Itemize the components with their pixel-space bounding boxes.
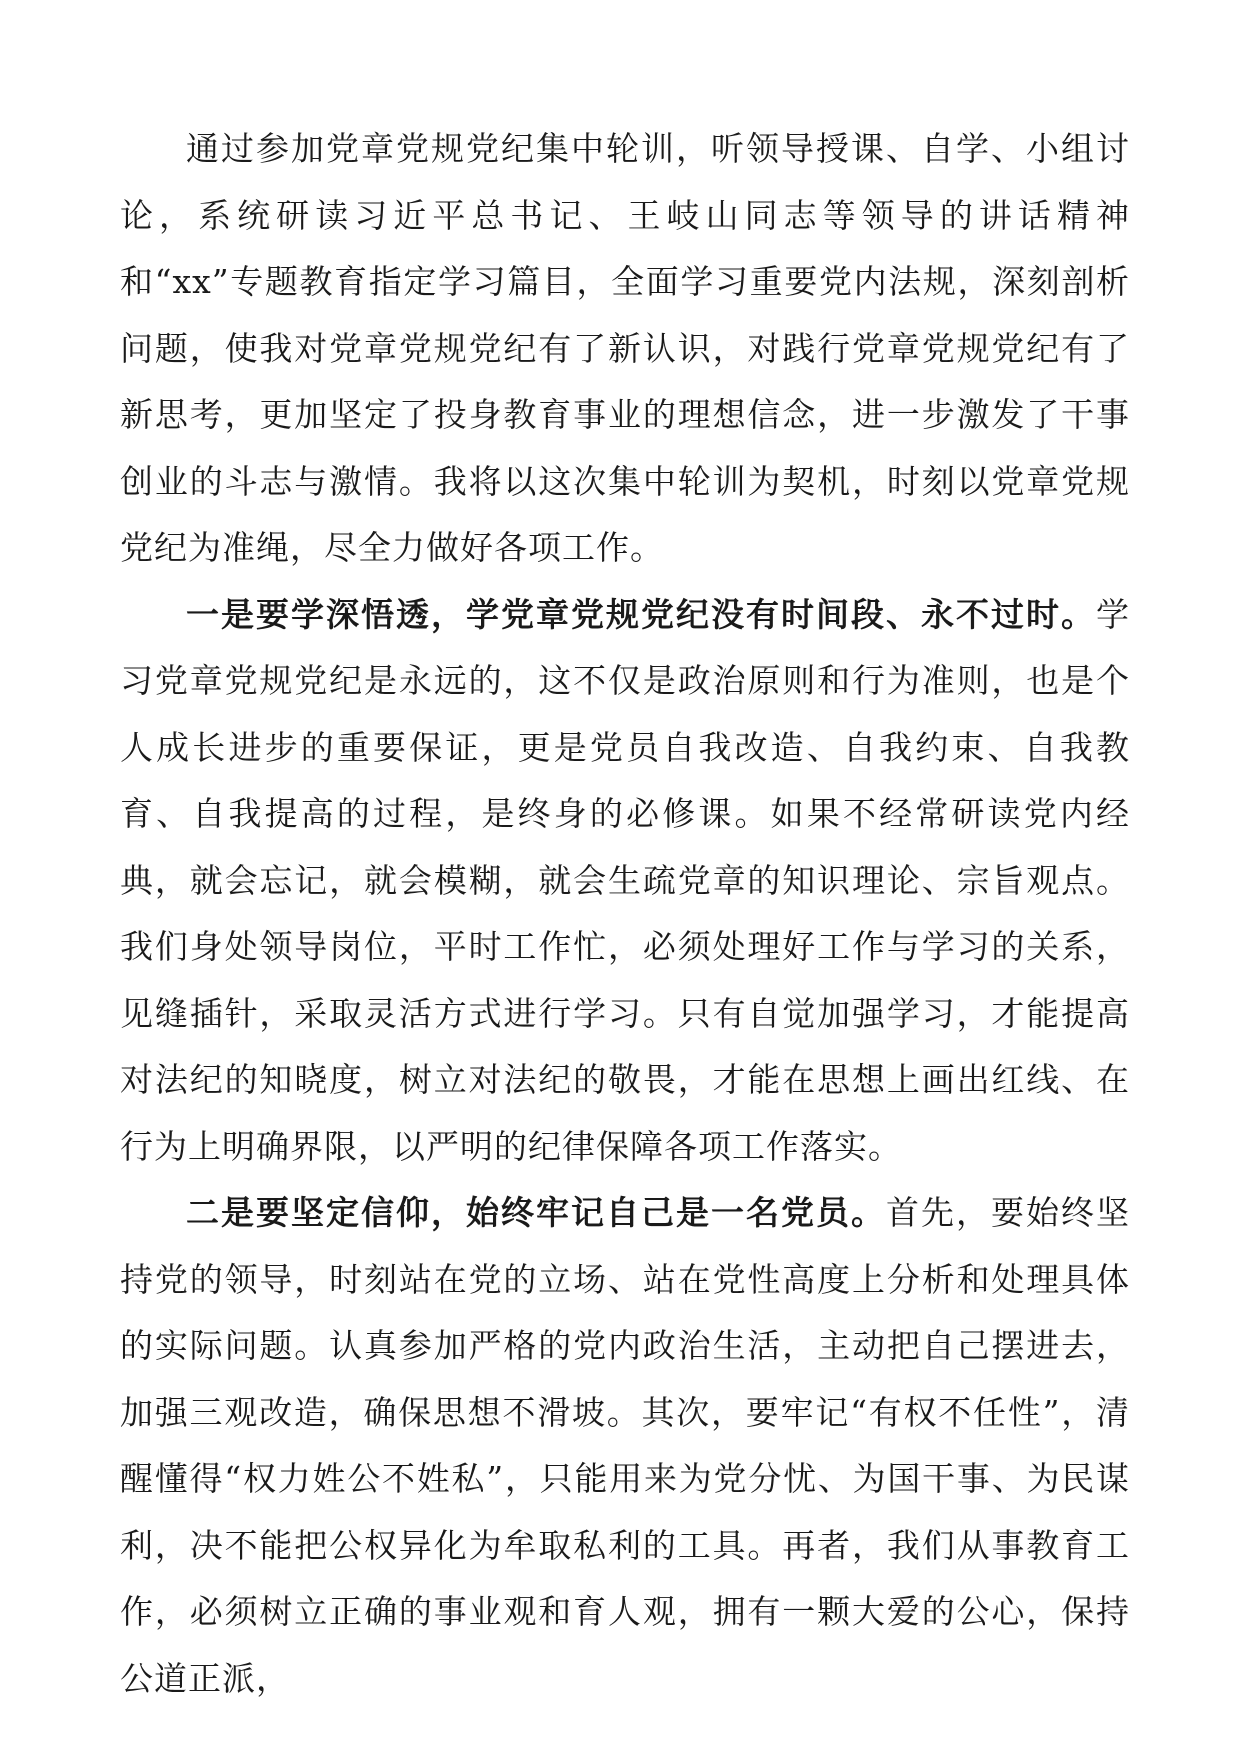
paragraph-lead: 一是要学深悟透，学党章党规党纪没有时间段、永不过时。 bbox=[186, 594, 1096, 634]
paragraph-point-one bbox=[120, 582, 1130, 1181]
document-body bbox=[120, 116, 1130, 1712]
paragraph-point-two bbox=[120, 1180, 1130, 1712]
paragraph-intro bbox=[120, 116, 1130, 582]
paragraph-text: 首先，要始终坚持党的领导，时刻站在党的立场、站在党性高度上分析和处理具体的实际问题。认真参加严格的党内政治生活，主动把自己摆进去，加强三观改造，确保思想不滑坡。其次，要牢记“有权不任性”，清醒懂得“权力姓公不姓私”，只能用来为党分忧、为国干事、为民谋利，决不能把公权异化为牟取私利的工具。再者，我们从事教育工作，必须树立正确的事业观和育人观，拥有一颗大爱的公心，保持公道正派， bbox=[120, 1193, 1130, 1698]
paragraph-text: 学习党章党规党纪是永远的，这不仅是政治原则和行为准则，也是个人成长进步的重要保证，更是党员自我改造、自我约束、自我教育、自我提高的过程，是终身的必修课。如果不经常研读党内经典，就会忘记，就会模糊，就会生疏党章的知识理论、宗旨观点。我们身处领导岗位，平时工作忙，必须处理好工作与学习的关系，见缝插针，采取灵活方式进行学习。只有自觉加强学习，才能提高对法纪的知晓度，树立对法纪的敬畏，才能在思想上画出红线、在行为上明确界限，以严明的纪律保障各项工作落实。 bbox=[120, 594, 1130, 1166]
paragraph-text: 通过参加党章党规党纪集中轮训，听领导授课、自学、小组讨论，系统研读习近平总书记、王岐山同志等领导的讲话精神和“xx”专题教育指定学习篇目，全面学习重要党内法规，深刻剖析问题，使我对党章党规党纪有了新认识，对践行党章党规党纪有了新思考，更加坚定了投身教育事业的理想信念，进一步激发了干事创业的斗志与激情。我将以这次集中轮训为契机，时刻以党章党规党纪为准绳，尽全力做好各项工作。 bbox=[120, 129, 1130, 567]
paragraph-lead: 二是要坚定信仰，始终牢记自己是一名党员。 bbox=[186, 1193, 886, 1232]
